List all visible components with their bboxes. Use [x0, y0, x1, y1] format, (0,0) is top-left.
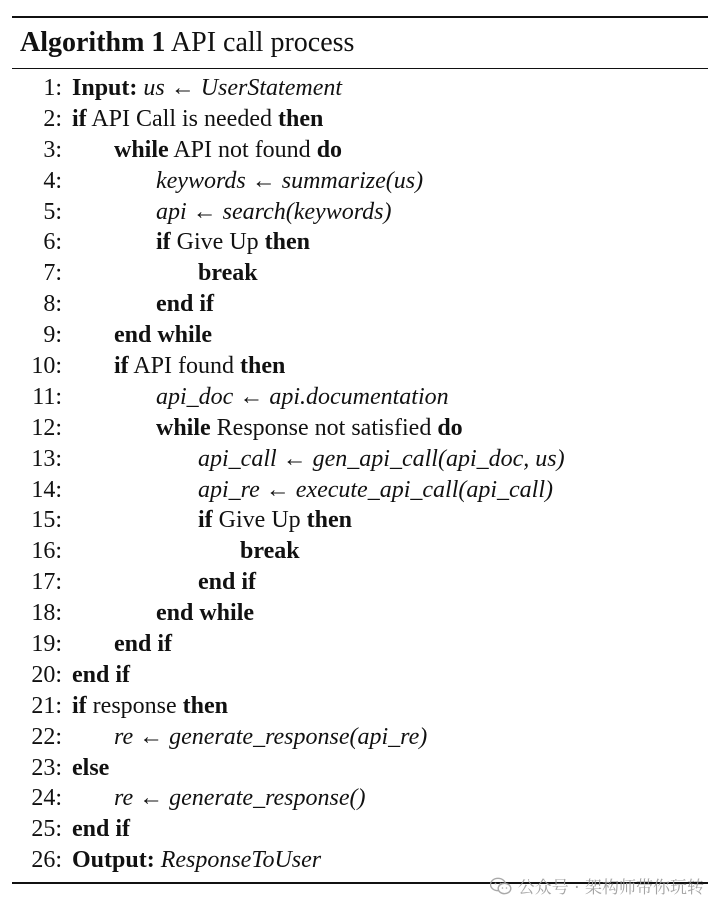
algorithm-lines	[12, 69, 708, 882]
line-content	[156, 598, 254, 629]
line-content	[72, 753, 109, 784]
math-expression: api_call ← gen_api_call(api_doc, us)	[198, 445, 565, 472]
keyword: if	[114, 353, 129, 380]
keyword: end if	[72, 661, 131, 688]
line-content	[198, 444, 565, 475]
algorithm-name: API call process	[170, 27, 355, 58]
math-expression: api_re ← execute_api_call(api_call)	[198, 476, 553, 503]
line-number: 5:	[43, 198, 62, 225]
line-content	[114, 722, 427, 753]
line-number: 25:	[31, 816, 62, 843]
line-content	[72, 104, 323, 135]
line-content	[114, 783, 365, 814]
line-content	[156, 382, 449, 413]
line-text: response	[86, 692, 183, 719]
keyword: else	[72, 754, 110, 781]
algorithm-label: Algorithm 1	[20, 27, 166, 58]
line-content	[72, 73, 342, 104]
algorithm-line	[12, 722, 708, 753]
line-number: 14:	[31, 476, 62, 503]
algorithm-block	[12, 16, 708, 884]
algorithm-line	[12, 73, 708, 104]
line-number: 24:	[31, 785, 62, 812]
line-number: 11:	[32, 383, 62, 410]
line-content	[72, 845, 321, 876]
algorithm-line	[12, 258, 708, 289]
keyword: Input:	[72, 75, 138, 101]
line-number: 17:	[31, 569, 62, 596]
line-content	[72, 814, 130, 845]
line-content	[156, 166, 423, 197]
line-number: 9:	[43, 322, 62, 349]
line-content	[72, 660, 130, 691]
algorithm-line	[12, 382, 708, 413]
algorithm-line	[12, 289, 708, 320]
keyword: end while	[156, 600, 255, 627]
line-number: 12:	[31, 414, 62, 441]
keyword: while	[114, 136, 169, 163]
math-expression: keywords ← summarize(us)	[156, 167, 424, 194]
keyword: end if	[198, 569, 257, 596]
algorithm-line	[12, 227, 708, 258]
keyword: then	[277, 105, 324, 132]
line-text: Give Up	[212, 507, 307, 534]
line-content	[114, 629, 172, 660]
line-number: 18:	[31, 600, 62, 627]
line-number: 4:	[43, 167, 62, 194]
watermark	[490, 873, 704, 898]
line-text: API found	[128, 353, 241, 380]
algorithm-line	[12, 166, 708, 197]
keyword: then	[306, 507, 352, 534]
line-content	[198, 258, 258, 289]
line-content	[156, 413, 463, 444]
line-text: Give Up	[170, 229, 265, 256]
algorithm-line	[12, 444, 708, 475]
algorithm-line	[12, 753, 708, 784]
line-number: 23:	[31, 754, 62, 781]
line-content	[240, 536, 300, 567]
algorithm-line	[12, 598, 708, 629]
algorithm-line	[12, 783, 708, 814]
line-number: 21:	[31, 692, 62, 719]
algorithm-line	[12, 814, 708, 845]
algorithm-line	[12, 197, 708, 228]
keyword: then	[240, 353, 286, 380]
line-content	[114, 351, 285, 382]
keyword: if	[156, 229, 171, 256]
keyword: break	[240, 538, 300, 565]
keyword: Output:	[72, 847, 155, 874]
line-number: 13:	[31, 445, 62, 472]
line-number: 15:	[31, 507, 62, 534]
line-content	[156, 289, 214, 320]
line-number: 26:	[31, 847, 62, 874]
keyword: end if	[72, 816, 131, 843]
math-expression: us ← UserStatement	[143, 75, 343, 101]
line-number: 7:	[43, 260, 62, 287]
line-number: 3:	[43, 136, 62, 163]
math-expression: re ← generate_response(api_re)	[114, 723, 428, 750]
line-content	[114, 135, 342, 166]
keyword: then	[264, 229, 310, 256]
line-content	[198, 567, 256, 598]
algorithm-line	[12, 567, 708, 598]
algorithm-line	[12, 845, 708, 876]
keyword: then	[182, 692, 228, 719]
line-number: 8:	[43, 291, 62, 318]
math-expression: api ← search(keywords)	[156, 198, 392, 225]
keyword: if	[72, 692, 87, 719]
algorithm-line	[12, 135, 708, 166]
algorithm-line	[12, 320, 708, 351]
line-content	[156, 227, 310, 258]
line-content	[198, 505, 352, 536]
algorithm-line	[12, 660, 708, 691]
keyword: if	[72, 105, 87, 132]
line-content	[114, 320, 212, 351]
algorithm-line	[12, 505, 708, 536]
line-number: 16:	[31, 538, 62, 565]
math-expression: api_doc ← api.documentation	[156, 383, 449, 410]
algorithm-title	[12, 18, 708, 68]
line-content	[72, 691, 228, 722]
line-number: 1:	[43, 75, 62, 101]
keyword: break	[198, 260, 258, 287]
algorithm-line	[12, 691, 708, 722]
line-number: 10:	[31, 353, 62, 380]
algorithm-line	[12, 475, 708, 506]
math-expression: ResponseToUser	[160, 847, 322, 874]
line-text: API not found	[168, 136, 317, 163]
watermark-text: 公众号 · 架构师带你玩转	[517, 878, 704, 898]
algorithm-line	[12, 413, 708, 444]
line-number: 19:	[31, 631, 62, 658]
algorithm-line	[12, 629, 708, 660]
keyword: while	[156, 414, 211, 441]
math-expression: re ← generate_response()	[114, 785, 366, 812]
line-number: 2:	[43, 105, 62, 132]
algorithm-line	[12, 536, 708, 567]
keyword: end if	[114, 631, 173, 658]
line-text: Response not satisfied	[210, 414, 438, 441]
line-content	[198, 475, 553, 506]
keyword: end if	[156, 291, 215, 318]
keyword: do	[437, 414, 463, 441]
wechat-icon	[490, 877, 512, 895]
line-number: 6:	[43, 229, 62, 256]
line-number: 20:	[31, 661, 62, 688]
algorithm-line	[12, 104, 708, 135]
keyword: end while	[114, 322, 213, 349]
line-text: API Call is needed	[86, 105, 278, 132]
line-content	[156, 197, 392, 228]
keyword: if	[198, 507, 213, 534]
keyword: do	[316, 136, 343, 163]
algorithm-line	[12, 351, 708, 382]
line-number: 22:	[31, 723, 62, 750]
